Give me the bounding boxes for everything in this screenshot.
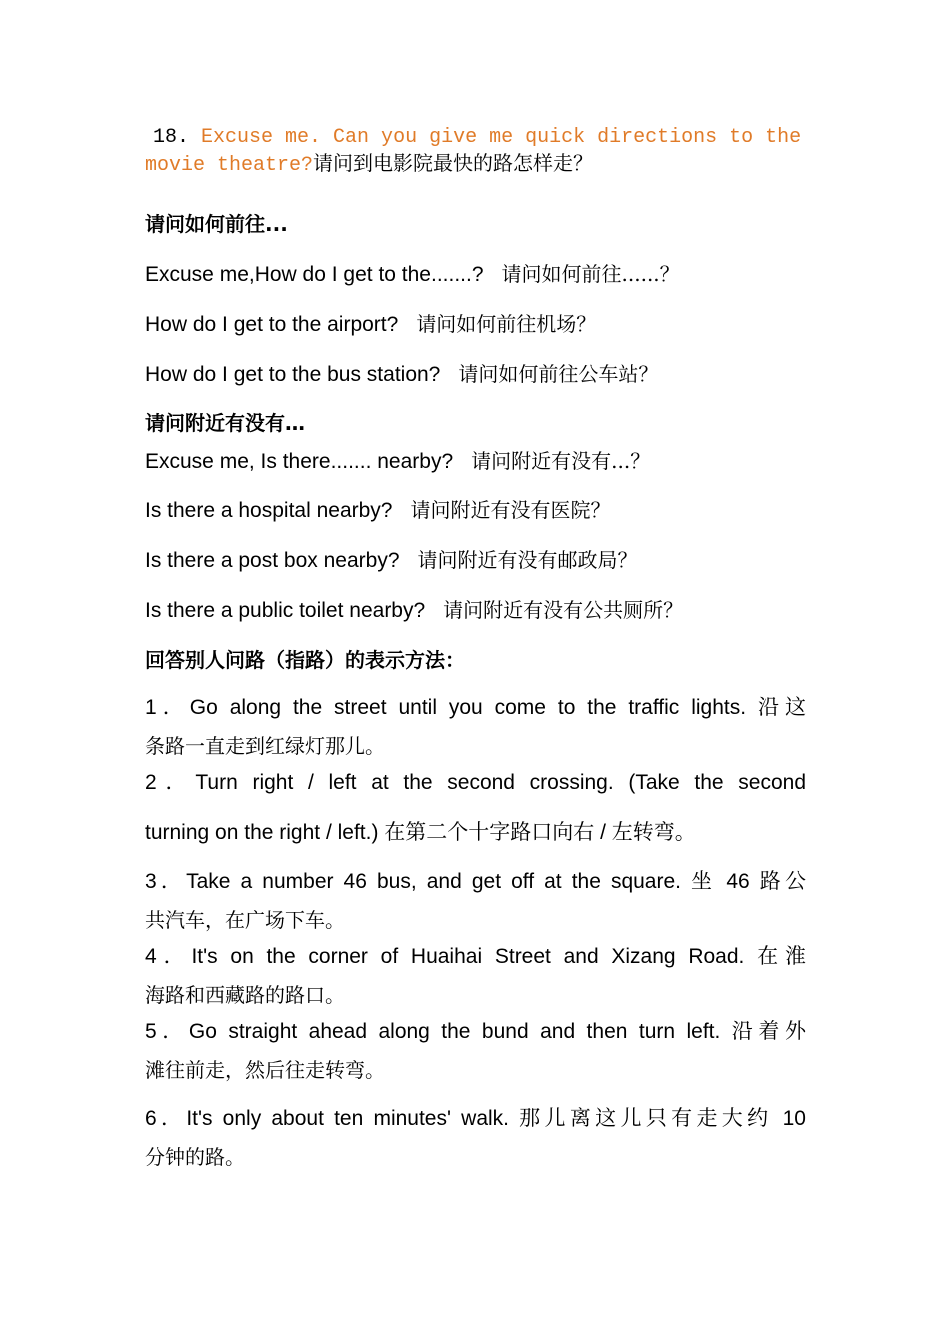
direction-line: 共汽车，在广场下车。 <box>145 908 345 932</box>
section1-item <box>145 260 680 289</box>
direction-line: 6．It's only about ten minutes' walk. 那儿离这儿只有走大约 10 <box>145 1107 806 1130</box>
section1-item <box>145 360 658 389</box>
phrase-chinese: 请问如何前往机场？ <box>416 312 597 336</box>
item18-line1 <box>153 124 801 152</box>
phrase-english: How do I get to the airport? <box>145 313 399 336</box>
direction-line: 4．It's on the corner of Huaihai Street and Xizang Road. 在淮 <box>145 945 806 968</box>
phrase-english: Is there a hospital nearby? <box>145 499 393 522</box>
direction-line: 5．Go straight ahead along the bund and then turn left. 沿着外 <box>145 1020 806 1043</box>
phrase-english: Excuse me,How do I get to the.......? <box>145 263 484 286</box>
phrase-english: Is there a public toilet nearby? <box>145 599 426 622</box>
section3-heading: 回答别人问路（指路）的表示方法： <box>145 648 465 672</box>
direction-line: 2．Turn right / left at the second crossing. (Take the second <box>145 771 806 794</box>
item18-number: 18. <box>153 126 190 149</box>
phrase-english: Excuse me, Is there....... nearby? <box>145 450 454 473</box>
direction-line: 滩往前走，然后往走转弯。 <box>145 1058 385 1082</box>
section2-heading: 请问附近有没有… <box>145 411 305 435</box>
section1-item <box>145 310 596 339</box>
phrase-chinese: 请问附近有没有...？ <box>471 449 651 473</box>
direction-line: 1．Go along the street until you come to the traffic lights. 沿这 <box>145 696 806 719</box>
direction-line: 3．Take a number 46 bus, and get off at the square. 坐 46 路公 <box>145 870 806 893</box>
item18-chinese: 请问到电影院最快的路怎样走？ <box>313 151 594 175</box>
item18-line2 <box>145 149 593 180</box>
section2-item <box>145 546 638 575</box>
phrase-chinese: 请问如何前往......？ <box>501 262 680 286</box>
section1-heading: 请问如何前往... <box>145 212 288 236</box>
section2-item <box>145 596 683 625</box>
direction-line: 分钟的路。 <box>145 1145 245 1169</box>
direction-line: 条路一直走到红绿灯那儿。 <box>145 734 385 758</box>
section2-item <box>145 447 650 476</box>
phrase-chinese: 请问附近有没有邮政局？ <box>417 548 638 572</box>
section2-item <box>145 496 611 525</box>
phrase-chinese: 请问附近有没有公共厕所？ <box>443 598 684 622</box>
item18-english-line1: Excuse me. Can you give me quick directions to the <box>201 126 802 149</box>
phrase-english: How do I get to the bus station? <box>145 363 441 386</box>
direction-line: turning on the right / left.) 在第二个十字路口向右 / 左转弯。 <box>145 821 696 844</box>
direction-line: 海路和西藏路的路口。 <box>145 983 345 1007</box>
phrase-chinese: 请问如何前往公车站？ <box>458 362 659 386</box>
phrase-chinese: 请问附近有没有医院？ <box>410 498 611 522</box>
item18-english-line2: movie theatre? <box>145 154 314 177</box>
phrase-english: Is there a post box nearby? <box>145 549 400 572</box>
